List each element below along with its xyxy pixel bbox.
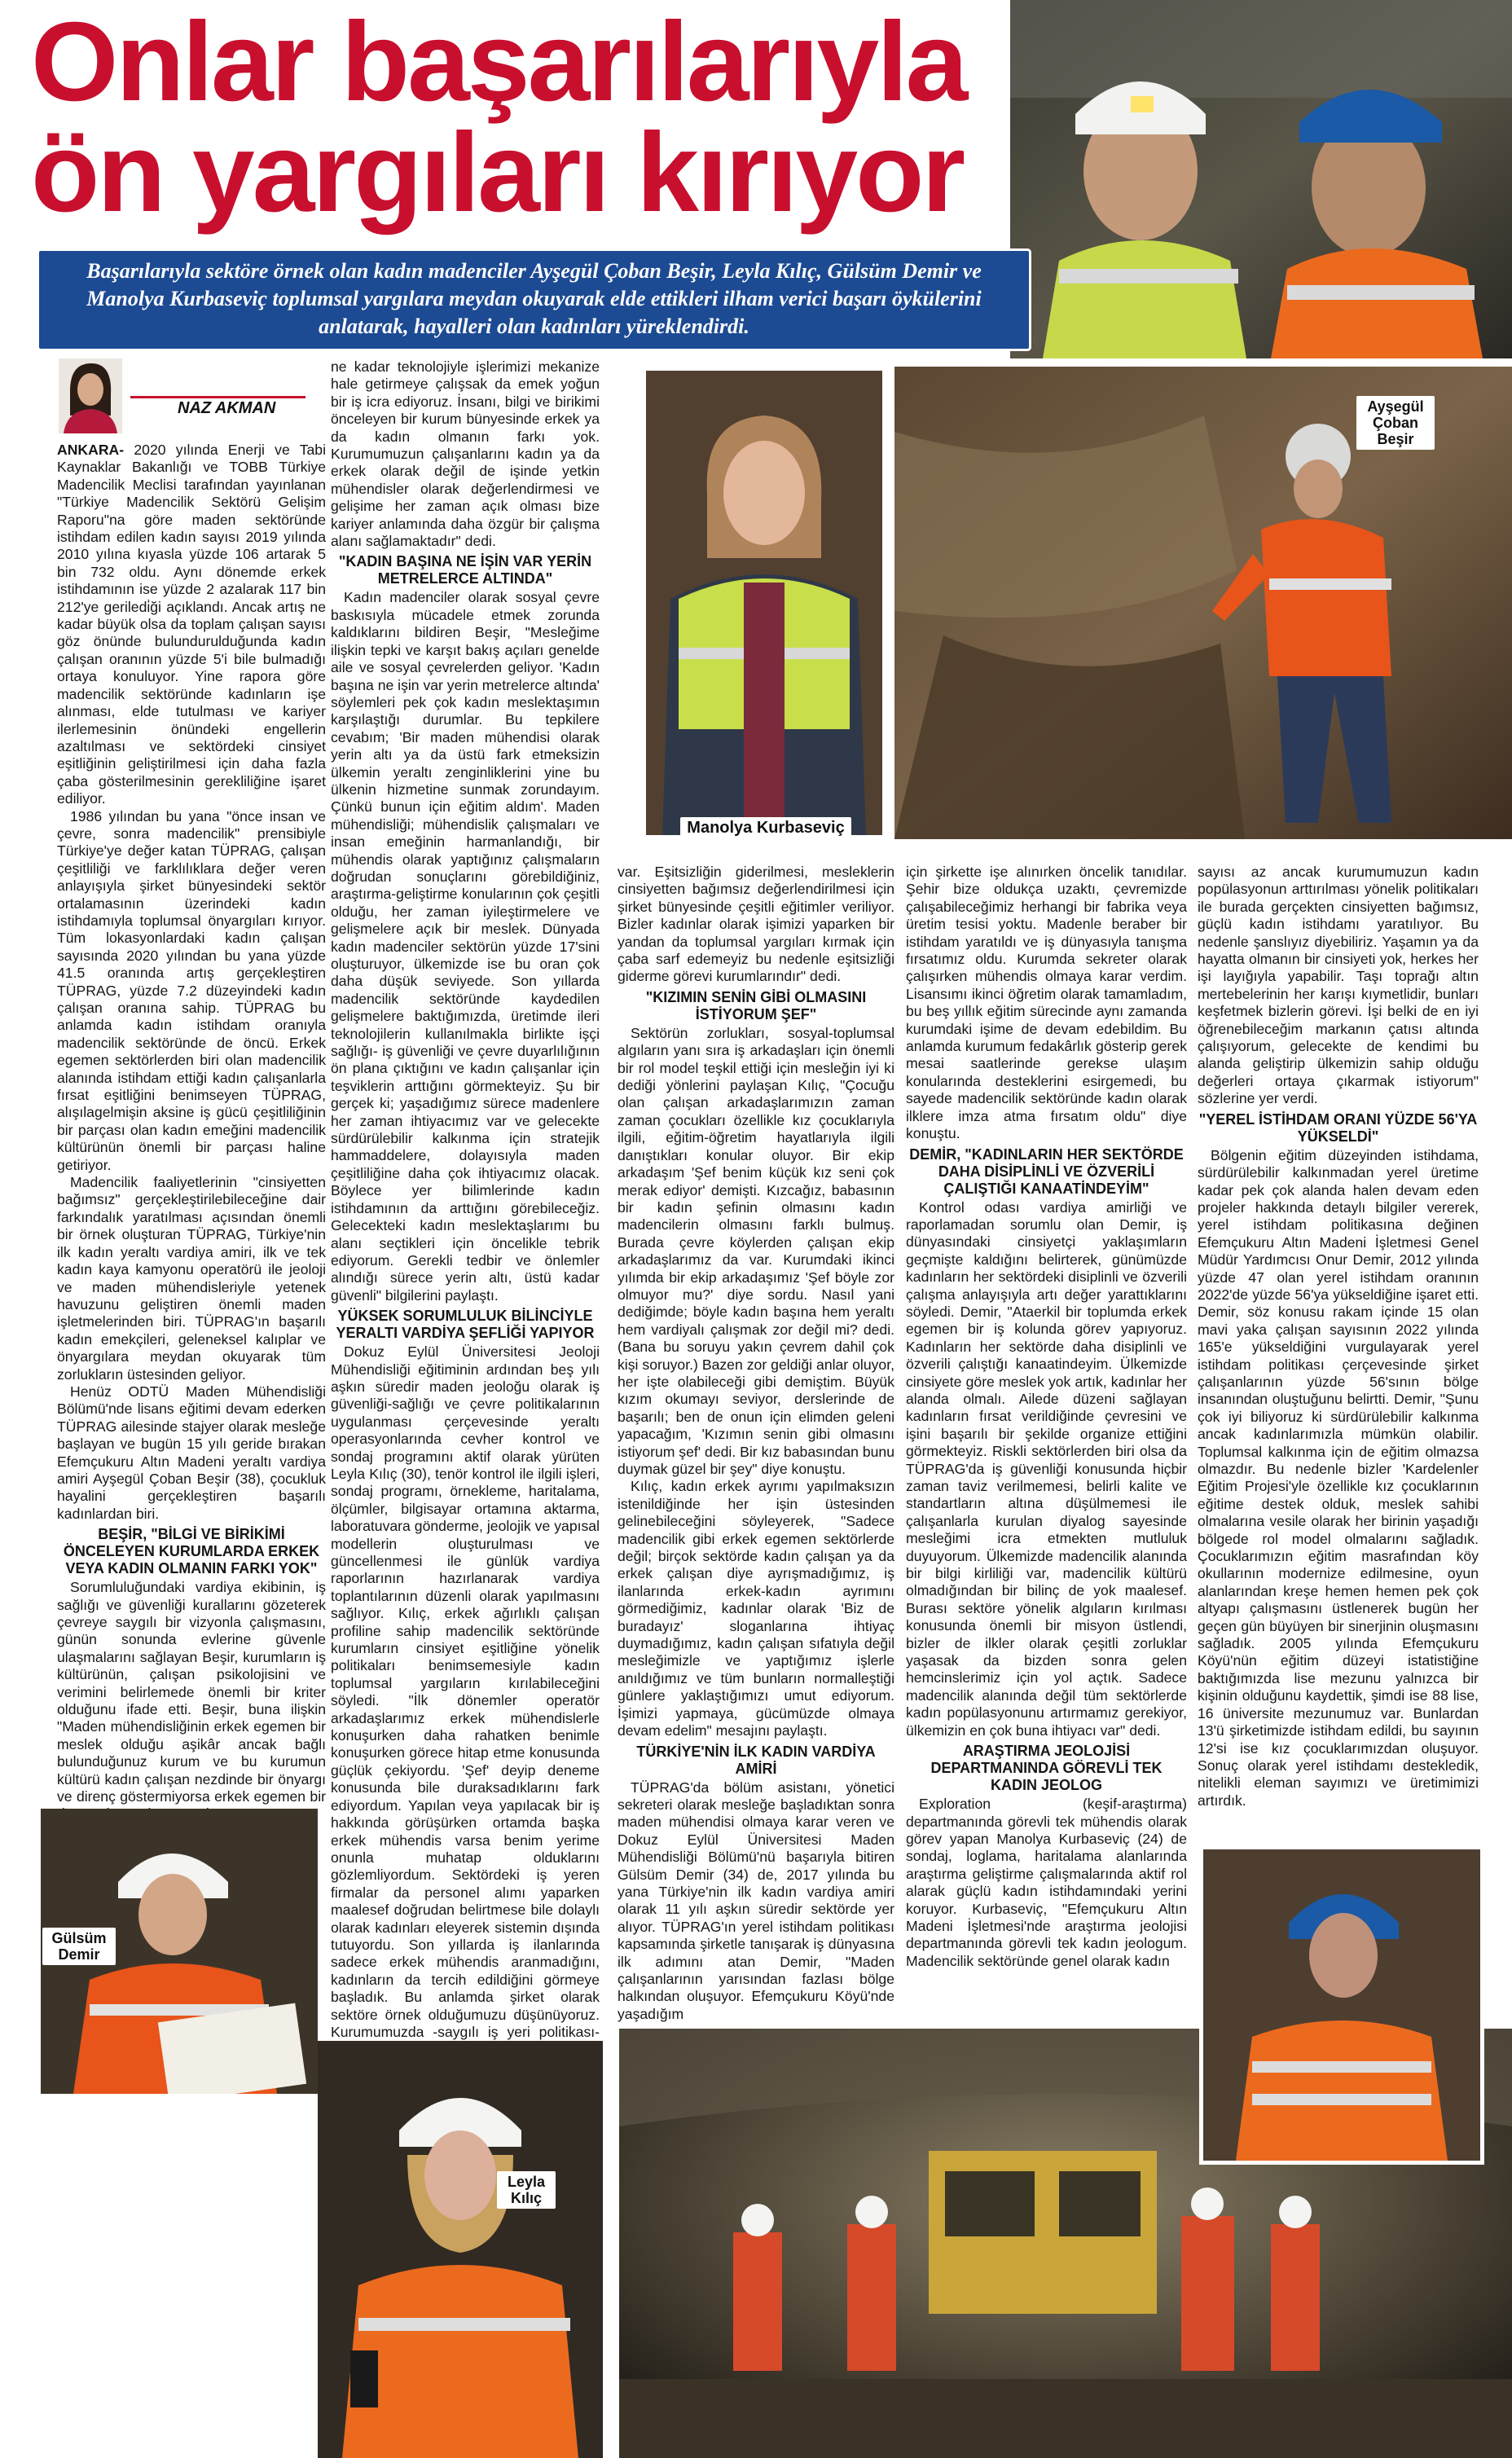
headline-line2: ön yargıları kırıyor [31, 110, 964, 235]
headline-line1: Onlar başarılarıyla [31, 0, 966, 125]
col3-paragraph-1: var. Eşitsizliğin giderilmesi, mesleklerin cinsiyetten bağımsız değerlendirilmesi için şirket bünyesinde çeşitli eğitimler veriliyor. Bizler kadınlar olarak işimizi yaparken bir yandan da toplumsal yargıları kırmak için çaba sarf edemeyiz bu nedenle eşitsizliği giderme görevi kurumlarındır" dedi. [618, 864, 894, 985]
col1-paragraph-1: 2020 yılında Enerji ve Tabi Kaynaklar Bakanlığı ve TOBB Türkiye Madencilik Meclisi tarafından yayınlanan "Türkiye Madencilik Sektörü Gelişim Raporu"na göre maden sektöründe istihdam edilen kadın sayısı 2019 yılında 2010 yılına kıyasla yüzde 106 artarak 5 bin 732 oldu. Aynı dönemde erkek istihdamının ise yüzde 2 azalarak 117 bin 212'ye geriledi̇ği açıklandı. Ancak artış ne kadar büyük olsa da toplam çalışan sayısı göz önünde bulundurulduğunda kadın çalışan oranının yüzde 5'i bile bulmadığı ortaya konuluyor. Yine rapora göre madencilik sektöründe kadınların işe alınması, elde tutulması ve kariyer ilerlemesinin önündeki engellerin azaltılması ve sektördeki cinsiyet eşitliğinin geliştirilmesi için daha fazla çaba gösterilmesinin gerekliliğine işaret ediliyor. [57, 442, 326, 807]
col4-subheading-1: DEMİR, "KADINLARIN HER SEKTÖRDE DAHA DİSİPLİNLİ VE ÖZVERİLİ ÇALIŞTIĞI KANAATİNDEYİM" [909, 1145, 1184, 1197]
col3-paragraph-3: Kılıç, kadın erkek ayrımı yapılmaksızın istenildiğinde her işin üstesinden gelinebileceğini söyleyerek, "Sadece madencilik gibi erkek egemen sektörlerde değil; birçok sektörde kadın çalışan ya da erkek çalışan diye ayrışmadığımız, iş ilanlarında erkek-kadın ayrımını görmediğimiz, kadınlar olarak 'Biz de buradayız' sloganlarına ihtiyaç duymadığımız, kadın çalışan sıfatıyla değil mesleğimizle ve yaptığımız işlerle anıldığımız ve tüm bunların normalleştiği günlere yaklaştığımızı umut ediyorum. İşimizi yapmaya, gücümüzde olmaya devam edelim" mesajını paylaştı. [618, 1478, 894, 1739]
col5-paragraph-1: sayısı az ancak kurumumuzun kadın popülasyonun arttırılması yönelik politikaları ile burada gerçekten cinsiyetten bağımsız, güçlü kadın istihdamı yaratılıyor. Bu nedenle şanslıyız diyebiliriz. Yaşamın ya da hayatta olmanın bir cinsiyeti yok, herkes her işi layığıyla yapabilir. Taşı toprağı altın mertebelerinin her karışı kıymetlidir, bunları keşfetmek bizlerin görevi. İşi belki de en iyi öğrenebileceğim markanın çatısı altında çalışıyorum, gelecekte de kendimi bu alanda geliştirip ülkemizin sahip olduğu değerleri ortaya çıkarmak istiyorum" sözlerine yer verdi. [1198, 864, 1479, 1107]
col3-subheading-1: "KIZIMIN SENİN GİBİ OLMASINI İSTİYORUM ŞEF" [645, 988, 867, 1022]
article-column-5 [1198, 864, 1479, 1809]
col3-paragraph-4: TÜPRAG'da bölüm asistanı, yönetici sekreteri olarak mesleğe başladıktan sonra maden mühendisi olmaya karar veren ve Dokuz Eylül Üniversitesi Maden Mühendisliği Bölümü'nü başarıyla bitiren Gülsüm Demir (34) de, 2017 yılında bu yana Türkiye'nin ilk kadın vardiya amiri olarak 11 yılı aşkın süredir sektörde yer alıyor. TÜPRAG'ın yerel istihdam politikası kapsamında şirketle tanışarak iş dünyasına ilk adımını atan Demir, "Maden çalışanlarının yarısından fazlası bölge halkından oluşuyor. Efemçukuru Köyü'nde yaşadığım [618, 1779, 894, 2022]
headline [31, 0, 1066, 235]
leyla-photo [318, 2041, 603, 2458]
spot-banner [39, 251, 1029, 349]
col2-paragraph-1: ne kadar teknolojiyle işlerimizi mekanize hale getirmeye çalışsak da emek yoğun bir iş icra ediyoruz. İnsanı, bilgi ve birikimi önceleyen bir kurum bünyesinde erkek ya da kadın olmanın farkı yok. Kurumumuzun çalışanlarını kadın ya da erkek olarak değil de işinde yetkin mühendisler olarak değerlendirmesi ve gelişime her zaman açık olması bize kariyer anlamında daha özgür bir çalışma alanı sağlamaktadır" dedi. [331, 358, 600, 550]
aysegul-caption: Ayşegül Çoban Beşir [1356, 396, 1435, 450]
author-photo [59, 358, 122, 433]
col4-paragraph-3: Exploration (keşif-araştırma) departmanında görevli tek mühendis olarak görev yapan Manolya Kurbaseviç (24) de sondaj, loglama, haritalama alanlarında araştırma geliştirme çalışmalarında aktif rol alarak güçlü kadın istihdamındaki yerini koruyor. Kurbaseviç, "Efemçukuru Altın Madeni İşletmesi'nde araştırma jeolojisi departmanında görevli tek kadın jeologum. Madencilik sektöründe genel olarak kadın [906, 1796, 1187, 1969]
author-rule [130, 396, 305, 398]
col4-paragraph-1: için şirkette işe alınırken öncelik tanıdılar. Şehir bize oldukça uzaktı, çevremizde çalışabileceğimiz herhangi bir fabrika veya üretim tesisi yoktu. Madenle beraber bir istihdam yaratıldı ve iş dünyasıyla tanışma fırsatımız oldu. Kurumda sekreter olarak çalışırken mühendis olmaya karar verdim. Lisansımı ikinci öğretim olarak tamamladım, bu beş yıllık eğitim sürecinde aynı zamanda kurumdaki işime de devam edebildim. Bu anlamda kurumum fedakârlık gösterip gerek mesai saatlerinde gerekse ulaşım konularında desteklerini esirgemedi, bu sayede madencilik sektöründe kadın olarak ilklere imza atma fırsatım oldu" diye konuştu. [906, 864, 1187, 1142]
leyla-caption: Leyla Kılıç [497, 2171, 556, 2209]
col2-paragraph-2: Kadın madenciler olarak sosyal çevre baskısıyla mücadele etmek zorunda kaldıklarını bildiren Beşir, "Mesleğime ilişkin tepki ve karşıt bakış açıları genelde aile ve sosyal çevrelerden geliyor. 'Kadın başına ne işin var yerin metrelerce altında' söylemleri pek çok kadın meslektaşımın karşılaştığı durumlar. Bu tepkilere cevabım; 'Bir maden mühendisi olarak yerin altı ya da üstü fark etmeksizin ülkemin yeraltı zenginliklerini yine bu ülkenin hizmetine sunmak zorundayım. Çünkü bunun için eğitim aldım'. Maden mühendisliği; mühendislik çalışmaları ve insan emeğinin harmanlandığı, bir mühendis olarak yaptığınız çalışmaların doğrudan sonuçlarını görebildiğiniz, araştırma-geliştirme konularının çok çeşitli olduğu, her zaman iyileştirmelere ve gelişmelere açık bir meslek. Dünyada kadın madenciler sektörün yüzde 17'sini oluşturuyor, ülkemizde ise bu oran çok daha düşük seviyede. Son yıllarda madencilik sektöründe kaydedilen gelişmelere baktığımızda, üretimde ileri teknolojilerin kullanılmakla birlikte işçi sağlığı- iş güvenliği ve çevre duyarlılığının ön plana çıktığını ve kadın çalışanlar için teşviklerin arttığını görmekteyiz. Şu bir gerçek ki; yaşadığımız sürece madenlere her zaman ihtiyacımız var ve gelecekte sürdürülebilir kalkınma için stratejik hammaddelere, dolayısıyla maden çeşitliliğine daha çok ihtiyacımız olacak. Böylece yer bilimlerinde kadın istihdamının da arttığını görebileceğiz. Gelecekteki kadın meslektaşlarımı bu alanı seçtikleri için öncelikle tebrik ediyorum. Gerekli tedbir ve önlemler alındığı sürece yerin altı, üstü kadar güvenli" bilgilerini paylaştı. [331, 589, 600, 1304]
spot-text: Başarılarıyla sektöre örnek olan kadın madenciler Ayşegül Çoban Beşir, Leyla Kılıç, Gülsüm Demir ve Manolya Kurbaseviç toplumsal yargılara meydan okuyarak elde ettikleri ilham verici başarı öykülerini anlatarak, hayalleri olan kadınları yüreklendirdi. [86, 259, 982, 338]
col2-subheading-1: "KADIN BAŞINA NE İŞİN VAR YERİN METRELERCE ALTINDA" [338, 553, 592, 587]
col1-subheading: BEŞİR, "BİLGİ VE BİRİKİMİ ÖNCELEYEN KURUMLARDA ERKEK VEYA KADIN OLMANIN FARKI YOK" [63, 1526, 320, 1577]
col5-subheading-1: "YEREL İSTİHDAM ORANI YÜZDE 56'YA YÜKSELDİ" [1198, 1110, 1478, 1145]
gulsum-caption: Gülsüm Demir [42, 1928, 116, 1965]
article-column-4 [906, 864, 1187, 1970]
col4-subheading-2: ARAŞTIRMA JEOLOJİSİ DEPARTMANINDA GÖREVLİ TEK KADIN JEOLOG [930, 1743, 1163, 1794]
col3-subheading-2: TÜRKİYE'NİN İLK KADIN VARDİYA AMİRİ [636, 1743, 876, 1777]
col5-paragraph-2: Bölgenin eğitim düzeyinden istihdama, sürdürülebilir kalkınmadan yerel üretime kadar pek çok alanda halen devam eden projeler hakkında detaylı bilgiler vererek, yerel istihdam politikasına değinen Efemçukuru Altın Madeni İşletmesi Genel Müdür Yardımcısı Onur Demir, 2012 yılında yüzde 47 olan yerel istihdam oranının 2022'de yüzde 56'ya yükseldiğine işaret etti. Demir, söz konusu rakam içinde 15 olan mavi yaka çalışan sayısının 2022 yılında 165'e yükseldiğini vurgulayarak yerel istihdam politikası çerçevesinde şirket çalışanlarının yüzde 56'sının bölge insanından oluştuğunu belirtti. Demir, "Şunu çok iyi biliyoruz ki sürdürülebilir kalkınma ancak kadınlarımızla mümkün olabilir. Toplumsal kalkınma için de eğitim olmazsa olmazdır. Bu nedenle bizler 'Kardelenler Eğitim Projesi'yle özellikle kız çocuklarının eğitime destek olduk, meslek sahibi olmalarına vesile olarak her birinin yaşadığı bölgede rol model olmalarını sağladık. Çocuklarımızın eğitim masrafından köy okullarının modernize edilmesine, oyun alanlarından kreşe hemen hemen pek çok altyapı çalışmasını üstlenerek bugün her geçen gün büyüyen bir sinerjinin oluşmasını sağladık. 2005 yılında Efemçukuru Köyü'nün eğitim düzeyi istatistiğine baktığımızda lise mezunu yalnızca bir kişinin olduğunu kaydettik, şimdi ise 88 lise, 16 üniversite mezunumuz var. Bunlardan 13'ü şirketimizde istihdam edildi, bu sayının 12'si ise kız çocuklarımızdan oluşuyor. Sonuç olarak yerel istihdamı destekledik, nitelikli eleman sayımızı ve üretimimizi artırdık. [1198, 1146, 1479, 1809]
article-column-1 [57, 442, 326, 1823]
col4-paragraph-2: Kontrol odası vardiya amirliği ve raporlamadan sorumlu olan Demir, iş dünyasındaki cinsiyetçi yaklaşımların geçmişte kaldığını belirterek, günümüzde kadınların her sektördeki disiplinli ve özverili çalışma anlayışıyla artı değer yarattıklarını söyledi. Demir, "Ataerkil bir toplumda erkek egemen bir iş kolunda görev yapıyoruz. Kadınların her sektörde daha disiplinli ve özverili çalıştığı kanaatindeyim. Ülkemizde cinsiyete göre meslek yok artık, kadınlar her alanda olmalı. Ailede düzeni sağlayan kadınların fırsat verildiğinde çevresini ve işini başarılı bir şekilde organize ettiğini görmekteyiz. Riskli sektörlerden biri olsa da TÜPRAG'da iş güvenliği konusunda hiçbir zaman taviz verilmemesi, belirli kalite ve standartların altına düşülmemesi ile çalışanlarla kurulan diyalog sayesinde mesleğimi icra etmekten mutluluk duyuyorum. Ülkemizde madencilik alanında bir bilgi kirliliği var, madencilik kültürü olmadığından bir bilinç de yok maalesef. Burası sektöre yönelik algıların kırılması konusunda önemli bir misyon üstlendi, bizler de ilkler olarak çeşitli zorluklar yaşasak da bizden sonra gelen hemcinslerimiz için yol açtık. Sadece madencilik alanında değil tüm sektörlerde kadın popülasyonunu artırmamız gerekiyor, ülkemizin en çok buna ihtiyacı var" dedi. [906, 1198, 1187, 1739]
col2-subheading-2: YÜKSEK SORUMLULUK BİLİNCİYLE YERALTI VARDİYA ŞEFLİĞİ YAPIYOR [336, 1308, 595, 1342]
author-name: NAZ AKMAN [178, 399, 276, 417]
manolya-photo [642, 367, 886, 839]
miner-portrait-photo [1199, 1845, 1484, 2165]
col2-paragraph-3: Dokuz Eylül Üniversitesi Jeoloji Mühendisliği eğitiminin ardından beş yılı aşkın süredir maden jeoloğu olarak iş güvenliği-sağlığı ve çevre politikalarının uygulanması çerçevesinde yeraltı operasyonlarında cevher kontrol ve sondaj programını aktif olarak yürüten Leyla Kılıç (30), tenör kontrol ile ilgili işleri, sondaj programı, örnekleme, haritalama, ölçümler, bilgisayar ortamına aktarma, laboratuvara gönderme, jeolojik ve yapısal modellerin oluşturulması ve güncellenmesi ile günlük vardiya raporlarının hazırlanarak vardiya toplantılarının düzenli olarak yapılmasını sağlıyor. Kılıç, erkek ağırlıklı çalışan profiline sahip madencilik sektöründe kurumların cinsiyet eşitliğine yönelik politikaları benimsemesiyle kadın toplumsal yargıların kırılabileceğini söyledi. "İlk dönemler operatör arkadaşlarımız erkek mühendislerle konuşurken daha rahatken benimle konuşurken görece hitap etme konusunda güçlük çekiyordu. 'Şef' deyip deneme konusunda bile duraksadıklarını fark ediyordum. Yapılan veya yapılacak bir iş hakkında görüşürken ortamda başka erkek mühendis varsa benim yerime onunla muhatap olduklarını gözlemliyordum. Sektördeki iş yeren firmalar da personel alımı yaparken maalesef doğrudan belirtmese bile dolaylı olarak kadınları eleyerek sistemin dışında tutuyordu. Son yıllarda iş ilanlarında sadece erkek mühendis aranmadığını, kadınların da tercih edildiğini görmeye başladık. Bu anlamda şirket olarak sektöre örnek olduğumuzu düşünüyoruz. Kurumumuzda -saygılı iş yeri politikası- [331, 1343, 600, 2040]
col1-paragraph-4: Henüz ODTÜ Maden Mühendisliği Bölümü'nde lisans eğitimi devam ederken TÜPRAG ailesinde stajyer olarak mesleğe başlayan ve bugün 15 yılı geride bırakan Efemçukuru Altın Madeni yeraltı vardiya amiri Ayşegül Çoban Beşir (38), çocukluk hayalini gerçekleştiren başarılı kadınlardan biri. [57, 1383, 326, 1522]
col1-paragraph-5: Sorumluluğundaki vardiya ekibinin, iş sağlığı ve güvenliği kurallarını gözeterek çevreye saygılı bir vizyonla çalışmasını, günün sonunda evlerine güvenle ulaşmalarını sağlayan Beşir, kurumların iş kültürünün, çalışan psikolojisini ve verimini belirlemede önemli bir kriter olduğunu ifade etti. Beşir, buna ilişkin "Maden mühendisliğinin erkek egemen bir meslek olduğu aşikâr ancak bağlı bulunduğunuz kurum ve bu kurumun kültürü kadın çalışan nezdinde bir önyargı ve direnç göstermiyorsa erkek egemen bir [57, 1579, 326, 1805]
article-column-2 [331, 358, 600, 2076]
col3-paragraph-2: Sektörün zorlukları, sosyal-toplumsal algıların yanı sıra iş arkadaşları için önemli bir rol model teşkil ettiği için mesleğin iyi ki dediği yönlerini paylaşan Kılıç, "Çocuğu olan çalışan arkadaşlarımızın zaman zaman çocukları özellikle kız çocuklarıyla ilgili, eğitim-öğretim hayatlarıyla ilgili danıştıkları konular oluyor. Bir ekip arkadaşım 'Şef benim küçük kız seni çok merak ediyor' demişti. Kızcağız, babasının bir kadın şefinin olmasını kadın madencilerin olmasını farklı bulmuş. Burada çevre köylerden çalışan ekip arkadaşlarımız da var. Kurumdaki ikinci yılımda bir ekip arkadaşımız 'Şef böyle zor olmuyor mu?' diye sordu. Nasıl yani dediğimde; böyle kadın başına hem yeraltı hem vardiyalı çalışmak zor değil mi? dedi. (Bana bu soruyu yakın çevrem dahil çok kişi soruyor.) Bazen zor geldiği anlar oluyor, her işte olabileceği gibi demiştim. Büyük kızım okumayı seviyor, derslerinde de başarılı; ben de onun için elimden geleni yapacağım, 'Kızımın senin gibi olmasını istiyorum şef' dedi. Bir kız babasından bunu duymak güzel bir şey" diye konuştu. [618, 1024, 894, 1477]
col1-paragraph-2: 1986 yılından bu yana "önce insan ve çevre, sonra madencilik" prensibiyle Türkiye'ye değer katan TÜPRAG, çalışan çeşitliliği ve farklılıklara değer veren anlayışıyla şirket bünyesindeki sektör ortalamasının üzerindeki kadın istihdamıyla toplumsal önyargıları kırıyor. Tüm lokasyonlardaki kadın çalışan sayısında 2020 yılından bu yana yüzde 41.5 oranında artış gerçekleştiren TÜPRAG, yüzde 7.2 düzeyindeki kadın çalışan oranına sahip. TÜPRAG bu anlamda kadın istihdam oranıyla madencilik sektöründe de öncü. Erkek egemen sektörlerden biri olan madencilik alanında istihdam ettiği kadın çalışanlarla fırsat eşitliğini benimseyen TÜPRAG, alışılagelmişin aksine iş gücü çeşitliliğinin bir parçası olan kadın emeğini madencilik kültürünün önemli bir parçası haline getiriyor. [57, 807, 326, 1173]
article-column-3 [618, 864, 894, 2023]
top-miners-photo [1010, 0, 1512, 358]
author-block [49, 358, 318, 436]
dateline: ANKARA- [57, 442, 125, 458]
col1-paragraph-3: Madencilik faaliyetlerinin "cinsiyetten bağımsız" gerçekleştirilebileceğine dair farkındalık yaratılması açısından önemli bir örnek oluşturan TÜPRAG, Türkiye'nin ilk kadın yeraltı vardiya amiri, ilk ve tek kadın kaya kamyonu operatörü ile jeoloji ve maden mühendisleriyle yetenek havuzunu geliştiren önemli maden işletmelerinden biri. TÜPRAG'ın başarılı kadın emekçileri, geleneksel kalıplar ve önyargılara meydan okuyarak tüm zorlukların üstesinden geliyor. [57, 1174, 326, 1383]
manolya-caption: Manolya Kurbaseviç [680, 817, 851, 838]
